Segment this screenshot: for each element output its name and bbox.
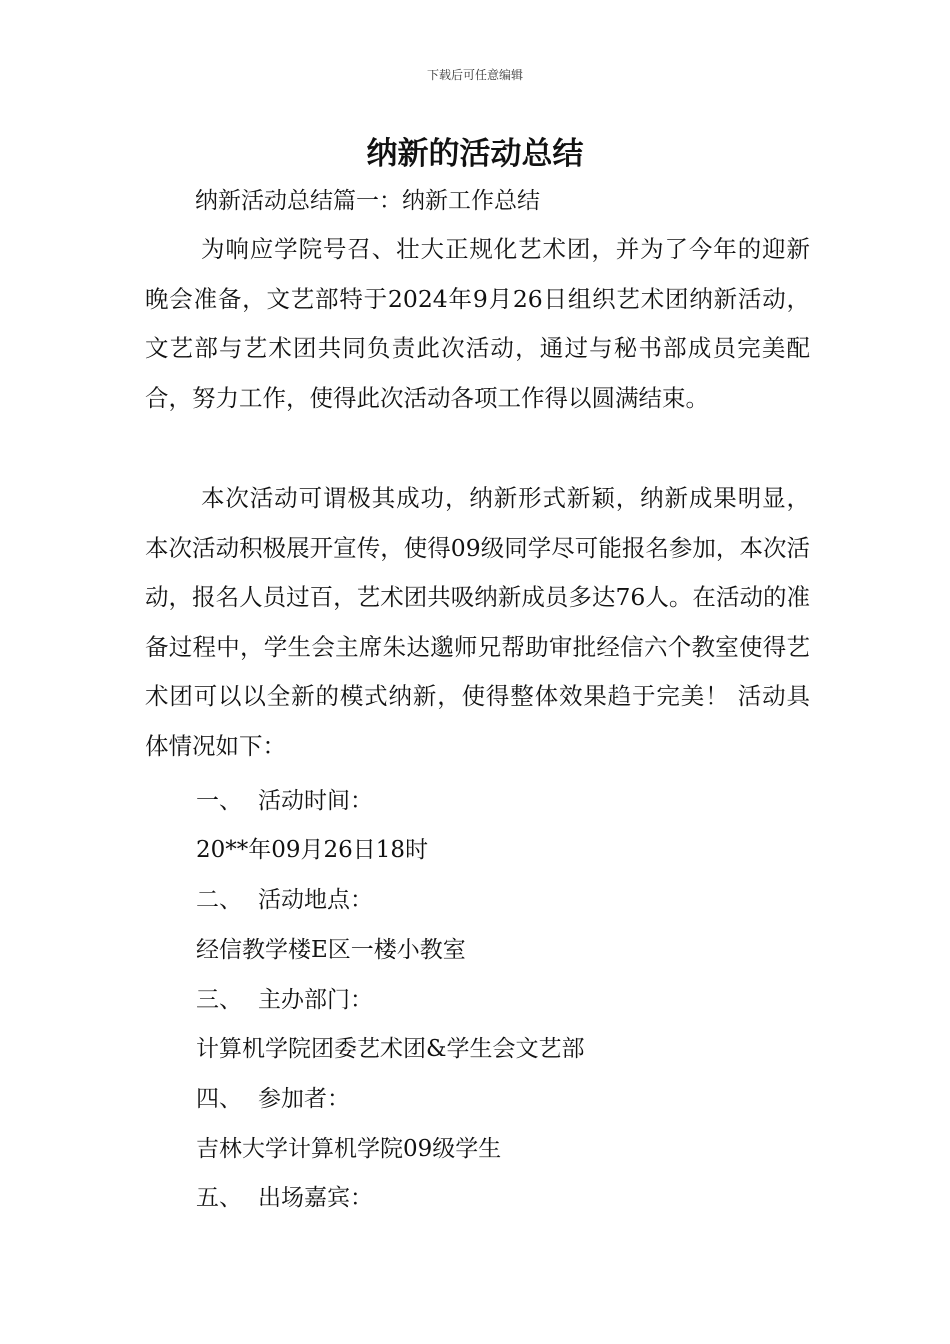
section-number: 五、 <box>196 1185 242 1211</box>
document-subtitle: 纳新活动总结篇一：纳新工作总结 <box>195 188 540 214</box>
section-content-time: 20**年09月26日18时 <box>196 837 429 863</box>
section-heading-label: 活动地点： <box>258 887 373 913</box>
header-note: 下载后可任意编辑 <box>426 68 523 82</box>
section-heading-label: 参加者： <box>258 1086 350 1112</box>
section-heading-label: 活动时间： <box>258 788 373 814</box>
section-heading-time <box>196 782 373 815</box>
section-number: 三、 <box>196 987 242 1013</box>
section-heading-participants <box>196 1080 350 1113</box>
section-heading-label: 主办部门： <box>258 987 373 1013</box>
section-number: 一、 <box>196 788 242 814</box>
section-content-location: 经信教学楼E区一楼小教室 <box>196 937 466 963</box>
paragraph-result: 本次活动可谓极其成功，纳新形式新颖，纳新成果明显，本次活动积极展开宣传，使得09级同学尽可能报名参加，本次活动，报名人员过百，艺术团共吸纳新成员多达76人。在活动的准备过程中，学生会主席朱达邈师兄帮助审批经信六个教室使得艺术团可以以全新的模式纳新，使得整体效果趋于完美！ 活动具体情况如下： <box>145 484 810 760</box>
section-heading-label: 出场嘉宾： <box>258 1185 373 1211</box>
section-heading-guests <box>196 1179 373 1212</box>
section-heading-organizer <box>196 981 373 1014</box>
section-number: 二、 <box>196 887 242 913</box>
section-content-organizer: 计算机学院团委艺术团&学生会文艺部 <box>196 1036 585 1062</box>
section-number: 四、 <box>196 1086 242 1112</box>
paragraph-intro: 为响应学院号召、壮大正规化艺术团，并为了今年的迎新晚会准备，文艺部特于2024年9月26日组织艺术团纳新活动，文艺部与艺术团共同负责此次活动，通过与秘书部成员完美配合，努力工作，使得此次活动各项工作得以圆满结束。 <box>145 235 810 412</box>
section-content-participants: 吉林大学计算机学院09级学生 <box>196 1136 502 1162</box>
document-title: 纳新的活动总结 <box>366 136 584 172</box>
section-heading-location <box>196 881 373 914</box>
